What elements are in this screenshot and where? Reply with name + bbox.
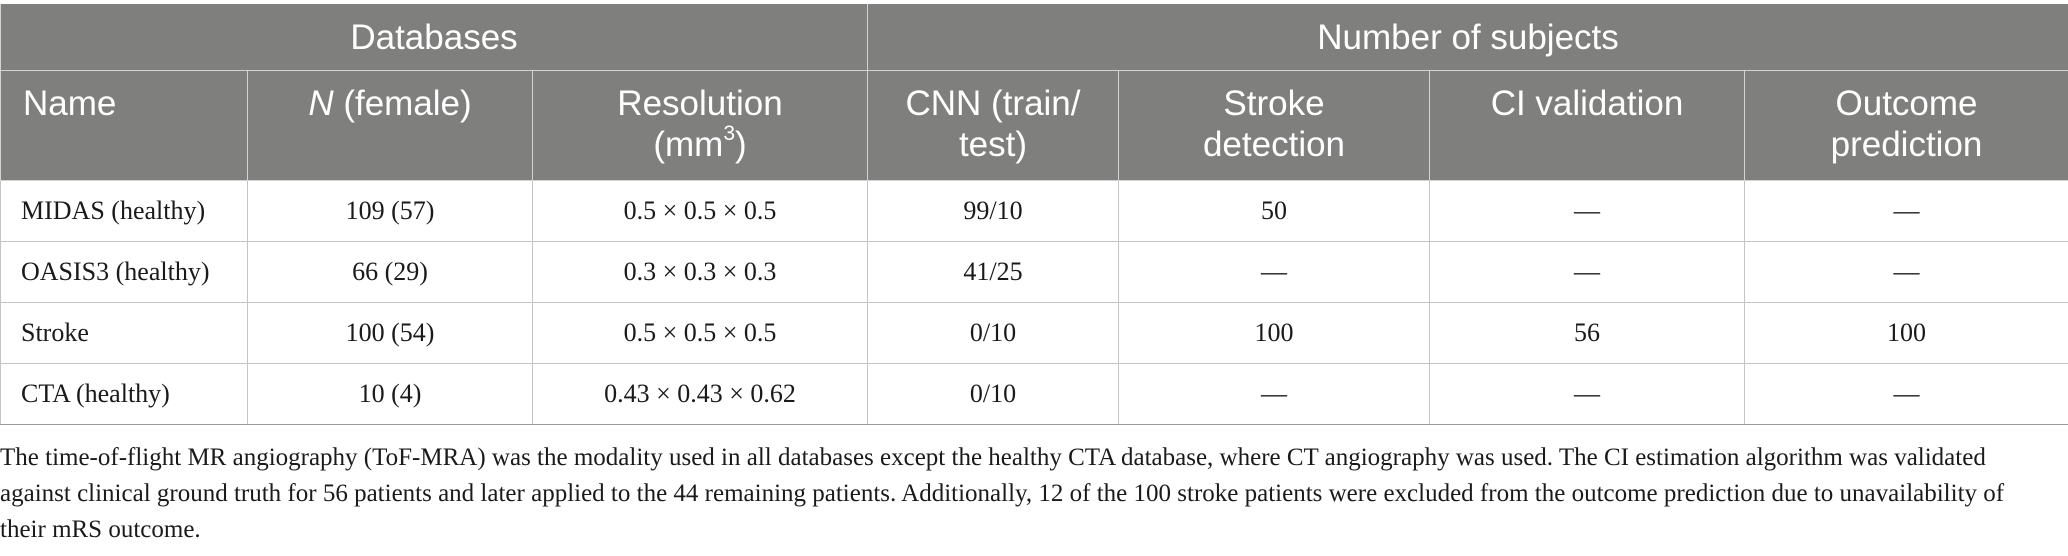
cell-ci-validation: —	[1430, 181, 1745, 242]
header-stroke-line1: Stroke	[1223, 84, 1325, 123]
cell-ci-validation: —	[1430, 242, 1745, 303]
cell-n-female: 66 (29)	[248, 242, 533, 303]
table-row	[1, 181, 2068, 242]
cell-cnn: 0/10	[868, 303, 1119, 364]
header-outcome-prediction	[1745, 71, 2068, 181]
cell-stroke-detection: —	[1119, 364, 1430, 425]
header-group-databases: Databases	[1, 4, 868, 71]
header-resolution	[533, 71, 868, 181]
header-resolution-unit-sup: 3	[723, 122, 735, 146]
header-resolution-unit-close: )	[735, 125, 747, 164]
header-stroke-detection	[1119, 71, 1430, 181]
header-cnn-line1: CNN (train/	[905, 84, 1081, 123]
cell-cnn: 99/10	[868, 181, 1119, 242]
cell-outcome-prediction: —	[1745, 364, 2068, 425]
header-group-row	[1, 4, 2068, 71]
header-cnn	[868, 71, 1119, 181]
table-row	[1, 303, 2068, 364]
databases-table	[0, 4, 2068, 425]
cell-stroke-detection: 100	[1119, 303, 1430, 364]
cell-resolution: 0.5 × 0.5 × 0.5	[533, 303, 868, 364]
header-resolution-unit-open: (mm	[653, 125, 724, 164]
cell-cnn: 0/10	[868, 364, 1119, 425]
header-name: Name	[1, 71, 248, 181]
header-cnn-line2: test)	[958, 125, 1028, 164]
header-stroke-line2: detection	[1202, 125, 1346, 164]
cell-name: CTA (healthy)	[1, 364, 248, 425]
table-row	[1, 364, 2068, 425]
cell-cnn: 41/25	[868, 242, 1119, 303]
cell-name: OASIS3 (healthy)	[1, 242, 248, 303]
cell-stroke-detection: —	[1119, 242, 1430, 303]
header-outcome-line2: prediction	[1830, 125, 1983, 164]
header-ci-validation: CI validation	[1430, 71, 1745, 181]
header-resolution-line1: Resolution	[617, 84, 783, 123]
cell-n-female: 109 (57)	[248, 181, 533, 242]
cell-name: Stroke	[1, 303, 248, 364]
cell-outcome-prediction: —	[1745, 242, 2068, 303]
cell-outcome-prediction: 100	[1745, 303, 2068, 364]
header-n-suffix: (female)	[333, 84, 472, 123]
cell-name: MIDAS (healthy)	[1, 181, 248, 242]
cell-resolution: 0.5 × 0.5 × 0.5	[533, 181, 868, 242]
header-outcome-line1: Outcome	[1835, 84, 1978, 123]
table-row	[1, 242, 2068, 303]
cell-resolution: 0.3 × 0.3 × 0.3	[533, 242, 868, 303]
header-n-symbol: N	[308, 84, 334, 123]
cell-stroke-detection: 50	[1119, 181, 1430, 242]
cell-ci-validation: 56	[1430, 303, 1745, 364]
header-group-number-of-subjects: Number of subjects	[868, 4, 2068, 71]
header-n-female	[248, 71, 533, 181]
table-footnote: The time-of-flight MR angiography (ToF-MRA) was the modality used in all databases except the healthy CTA database, where CT angiography was used. The CI estimation algorithm was validated against clinical ground truth for 56 patients and later applied to the 44 remaining patients. Additionally, 12 of the 100 stroke patients were excluded from the outcome prediction due to unavailability of their mRS outcome.	[0, 444, 2005, 543]
header-column-row	[1, 71, 2068, 181]
cell-n-female: 10 (4)	[248, 364, 533, 425]
cell-outcome-prediction: —	[1745, 181, 2068, 242]
cell-resolution: 0.43 × 0.43 × 0.62	[533, 364, 868, 425]
cell-ci-validation: —	[1430, 364, 1745, 425]
cell-n-female: 100 (54)	[248, 303, 533, 364]
